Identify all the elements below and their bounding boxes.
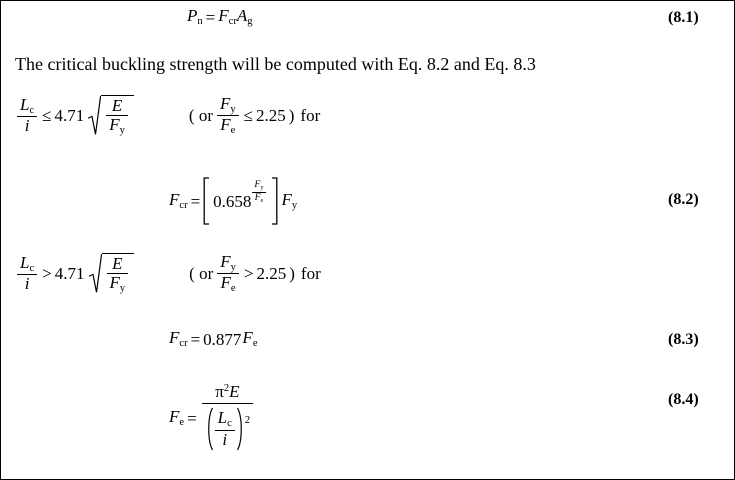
equation-number-8-3: (8.3)	[668, 331, 699, 348]
paren-left-icon	[205, 407, 214, 451]
radical-sign-icon	[88, 95, 101, 136]
eq3-rhs: $F_e$	[242, 328, 258, 350]
eq2-exponent: $\frac{F_y}{F_e}$	[254, 179, 264, 204]
slenderness-ratio-1: $\frac{L_c}{i}$	[17, 96, 37, 135]
eq4-inner-ratio: $\frac{L_c}{i}$	[215, 409, 235, 448]
eq4-equals: =	[187, 409, 197, 429]
eq4-lhs: $F_e$	[169, 407, 185, 429]
eq2-multiplier: $F_y$	[281, 189, 298, 211]
note-open-1: ( or	[188, 106, 213, 126]
coefficient-471-1: 4.71	[54, 106, 85, 126]
eq3-equals: =	[190, 329, 201, 349]
relation-gt-2: >	[42, 264, 52, 284]
eq1-lhs: $P_n$	[187, 6, 203, 28]
condition-1	[15, 95, 320, 136]
eq4-den-exponent: 2	[244, 415, 251, 427]
radical-sign-icon	[89, 253, 102, 294]
eq2-base: 0.658	[213, 191, 252, 211]
radicand-2: $\frac{E}{F_y}$	[107, 255, 129, 294]
radical-1	[88, 95, 134, 136]
equation-8-1	[187, 7, 252, 28]
equation-number-8-2: (8.2)	[668, 191, 699, 208]
eq4-num-var: E	[229, 382, 240, 401]
note-for-1: for	[300, 106, 321, 126]
note-close-1: )	[288, 106, 295, 126]
note-open-2: ( or	[189, 264, 214, 284]
equation-8-3	[169, 329, 258, 350]
note-value-1: 2.25	[255, 106, 286, 126]
eq3-lhs: $F_{cr}$	[169, 328, 188, 350]
equation-8-2	[169, 177, 297, 225]
body-sentence: The critical buckling strength will be computed with Eq. 8.2 and Eq. 8.3	[15, 54, 536, 74]
equation-number-8-1: (8.1)	[668, 9, 699, 26]
relation-le-1: ≤	[42, 106, 52, 126]
note-relation-2: >	[243, 264, 254, 284]
equation-number-8-4: (8.4)	[668, 391, 699, 408]
eq1-rhs: $F_{cr}A_g$	[218, 6, 253, 28]
eq3-coefficient: 0.877	[203, 329, 242, 349]
eq1-equals: =	[205, 7, 216, 27]
pi-symbol: π	[215, 382, 224, 401]
eq2-equals: =	[190, 191, 201, 211]
stress-ratio-1: $\frac{F_y}{F_e}$	[217, 95, 239, 136]
equation-8-4	[169, 383, 255, 455]
note-for-2: for	[300, 264, 321, 284]
condition-2	[15, 253, 321, 294]
eq2-lhs: $F_{cr}$	[169, 189, 188, 211]
coefficient-471-2: 4.71	[54, 264, 85, 284]
note-close-2: )	[289, 264, 295, 284]
bracket-left-icon	[203, 177, 210, 225]
note-value-2: 2.25	[256, 264, 287, 284]
bracket-right-icon	[271, 177, 278, 225]
eq4-fraction	[202, 383, 253, 455]
radical-2	[89, 253, 135, 294]
pi-exponent: 2	[223, 383, 230, 395]
stress-ratio-2: $\frac{F_y}{F_e}$	[217, 253, 239, 294]
note-relation-1: ≤	[243, 106, 253, 126]
radicand-1: $\frac{E}{F_y}$	[106, 97, 128, 136]
paren-right-icon	[236, 407, 245, 451]
slenderness-ratio-2: $\frac{L_c}{i}$	[17, 254, 37, 293]
